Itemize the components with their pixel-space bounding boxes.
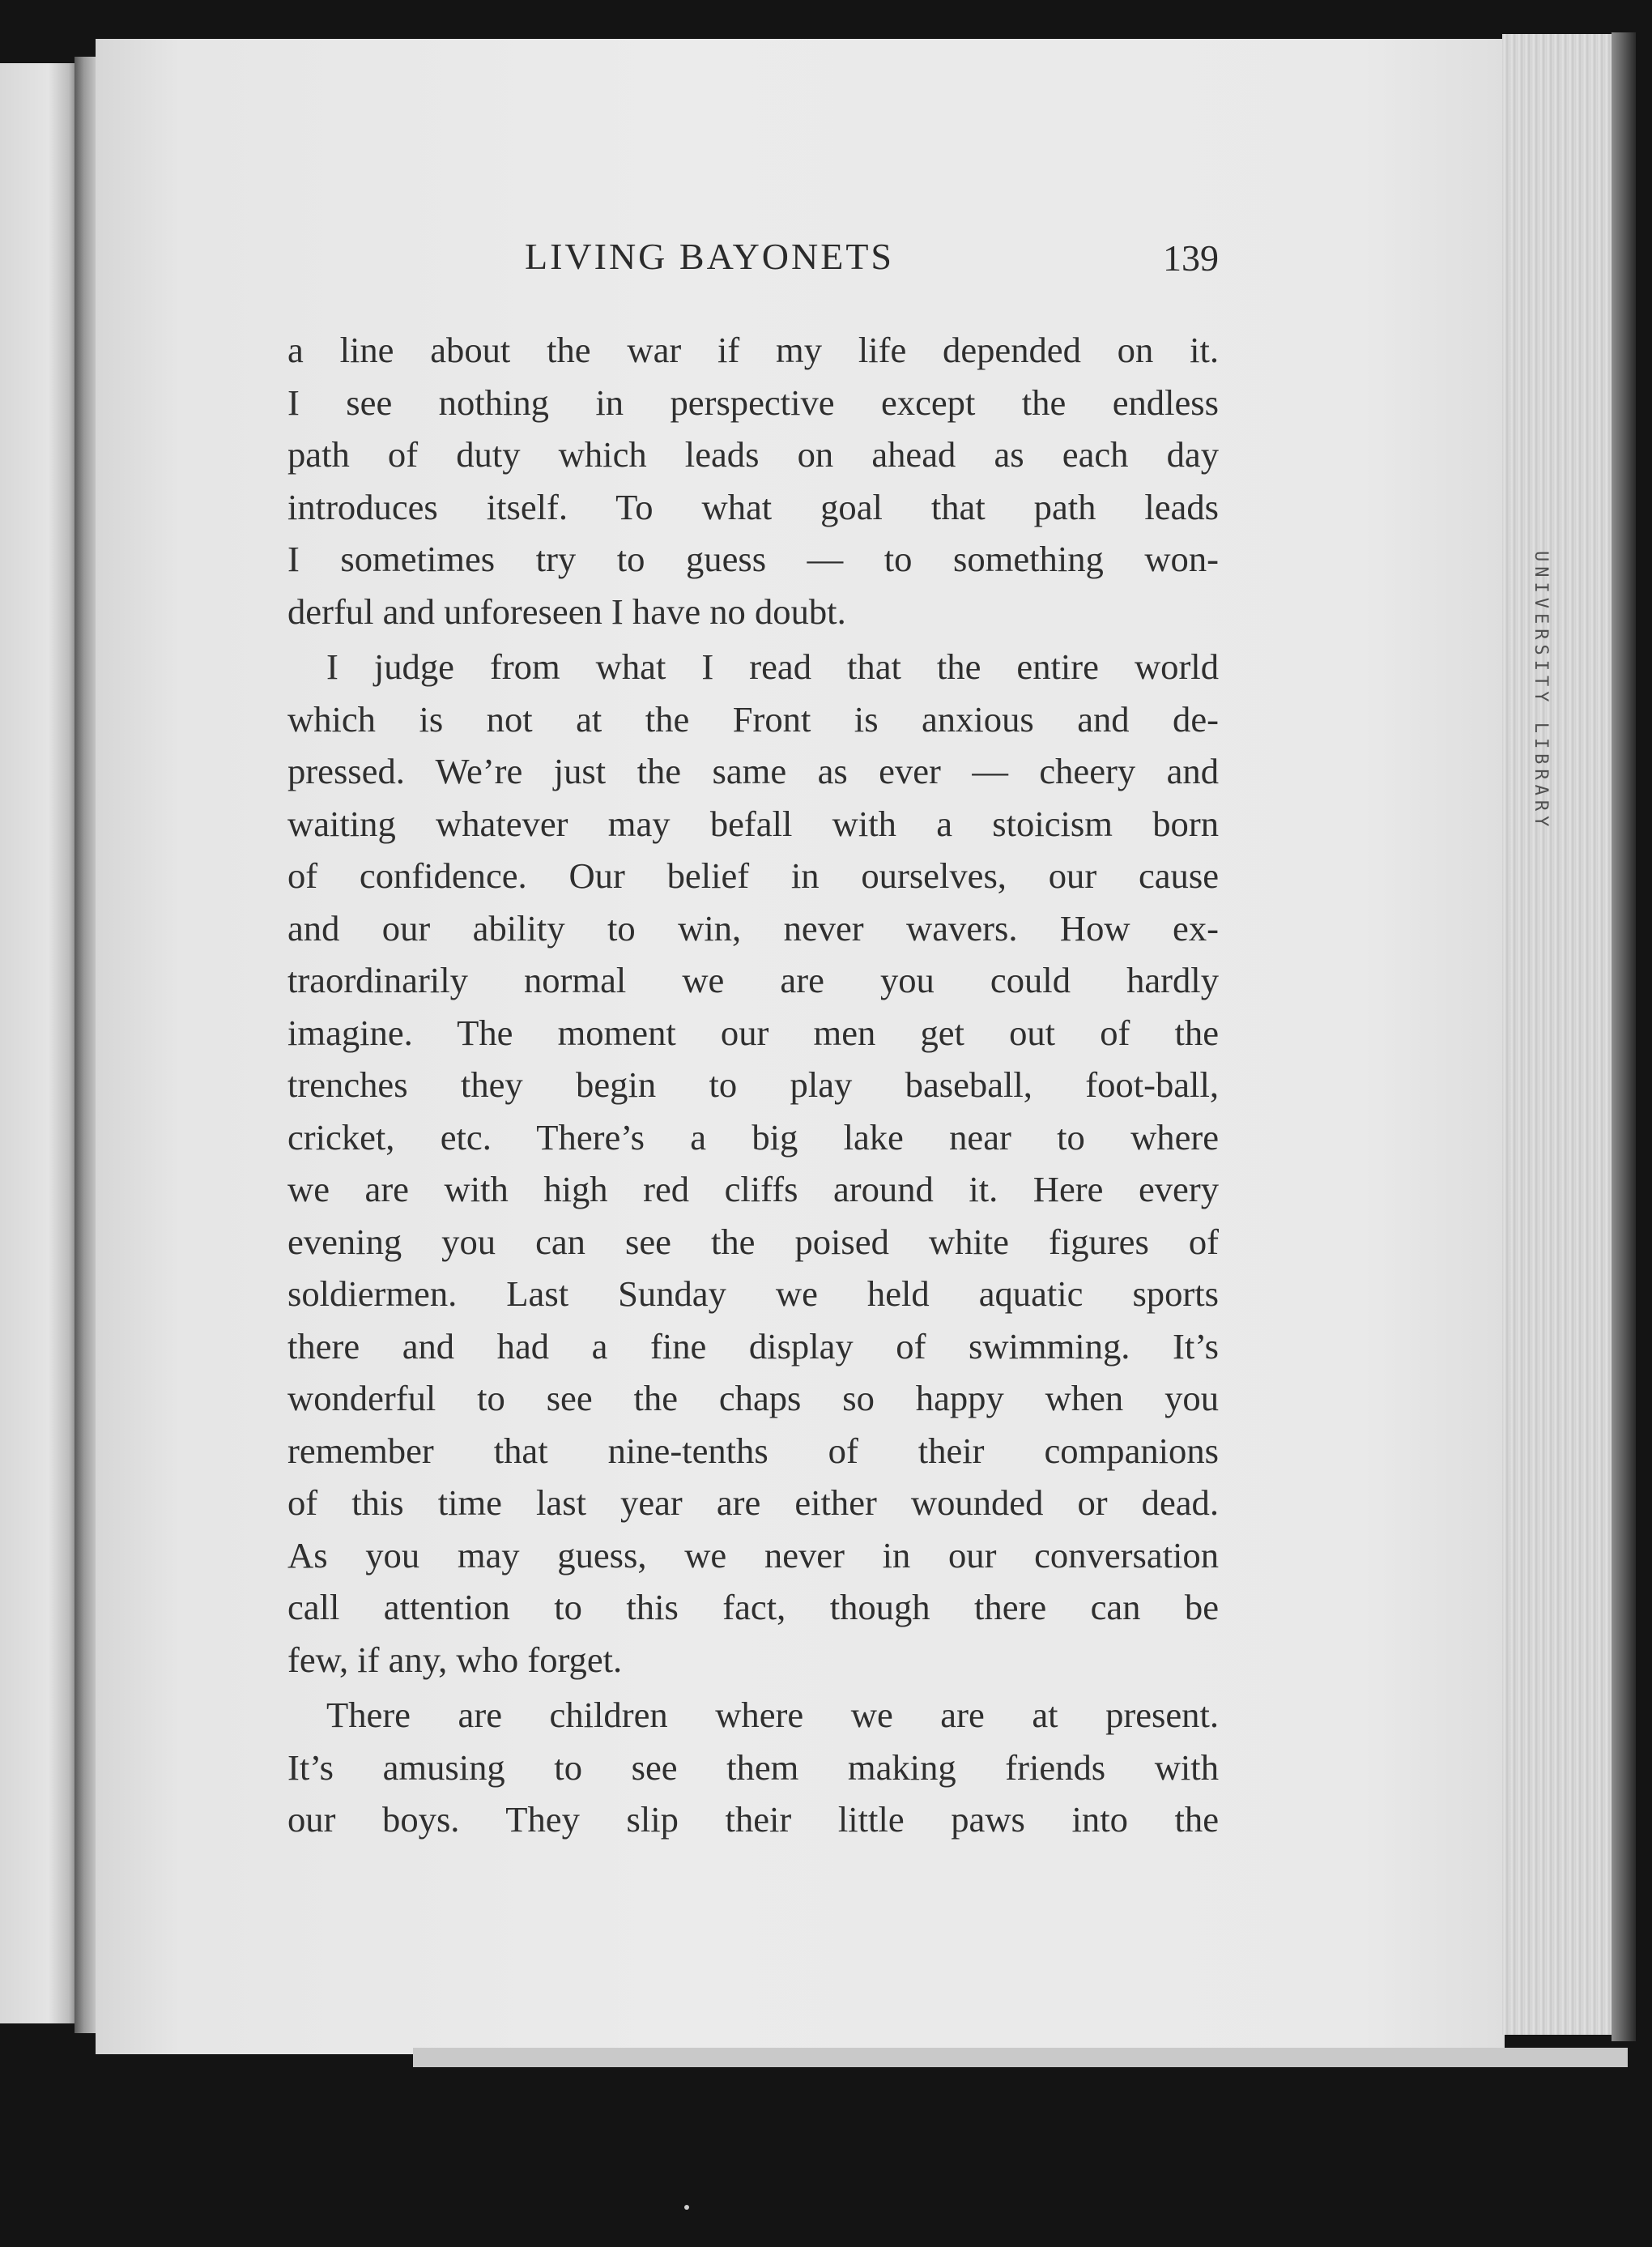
page-edge-shadow (1612, 32, 1636, 2041)
text-line: there and had a fine display of swimming. It’s (287, 1325, 1219, 1367)
text-line: There are children where we are at present. (326, 1695, 1219, 1735)
text-line: of this time last year are either wounded or dead. (287, 1482, 1219, 1523)
page-bottom-strip (413, 2048, 1628, 2067)
text-line: a line about the war if my life depended on it. (287, 330, 1219, 370)
text-line: I judge from what I read that the entire world (326, 646, 1219, 687)
paragraph (287, 1689, 1219, 1846)
text-line: of confidence. Our belief in ourselves, our cause (287, 855, 1219, 896)
text-line: few, if any, who forget. (287, 1639, 623, 1680)
paragraph (287, 324, 1219, 637)
running-head (287, 235, 1219, 292)
text-line: and our ability to win, never wavers. How ex- (287, 907, 1219, 949)
text-line: I sometimes try to guess — to something won- (287, 539, 1219, 579)
text-line: wonderful to see the chaps so happy when you (287, 1378, 1219, 1418)
text-line: pressed. We’re just the same as ever — cheery and (287, 751, 1219, 791)
text-line: introduces itself. To what goal that path leads (287, 486, 1219, 527)
dust-speck (684, 2205, 689, 2210)
text-line: traordinarily normal we are you could hardly (287, 960, 1219, 1000)
library-stamp: UNIVERSITY LIBRARY (1531, 551, 1551, 832)
text-line: cricket, etc. There’s a big lake near to where (287, 1116, 1219, 1158)
left-page-edge (0, 63, 81, 2023)
running-title: LIVING BAYONETS (525, 236, 895, 277)
text-line: derful and unforeseen I have no doubt. (287, 591, 846, 632)
text-line: As you may guess, we never in our conversation (287, 1534, 1219, 1575)
text-line: soldiermen. Last Sunday we held aquatic sports (287, 1273, 1219, 1314)
text-line: waiting whatever may befall with a stoicism born (287, 803, 1219, 844)
text-line: It’s amusing to see them making friends with (287, 1746, 1219, 1788)
page-number: 139 (1163, 237, 1219, 279)
text-line: we are with high red cliffs around it. Here every (287, 1169, 1219, 1209)
text-line: remember that nine-tenths of their companions (287, 1430, 1219, 1471)
text-line: trenches they begin to play baseball, foot-ball, (287, 1064, 1219, 1105)
text-line: call attention to this fact, though there can be (287, 1587, 1219, 1627)
text-line: path of duty which leads on ahead as each day (287, 434, 1219, 475)
body-text (287, 324, 1219, 1846)
text-line: imagine. The moment our men get out of the (287, 1012, 1219, 1053)
paragraph (287, 641, 1219, 1686)
text-line: I see nothing in perspective except the endless (287, 382, 1219, 423)
text-line: our boys. They slip their little paws into the (287, 1799, 1219, 1840)
text-line: which is not at the Front is anxious and de- (287, 698, 1219, 740)
text-line: evening you can see the poised white figures of (287, 1221, 1219, 1262)
